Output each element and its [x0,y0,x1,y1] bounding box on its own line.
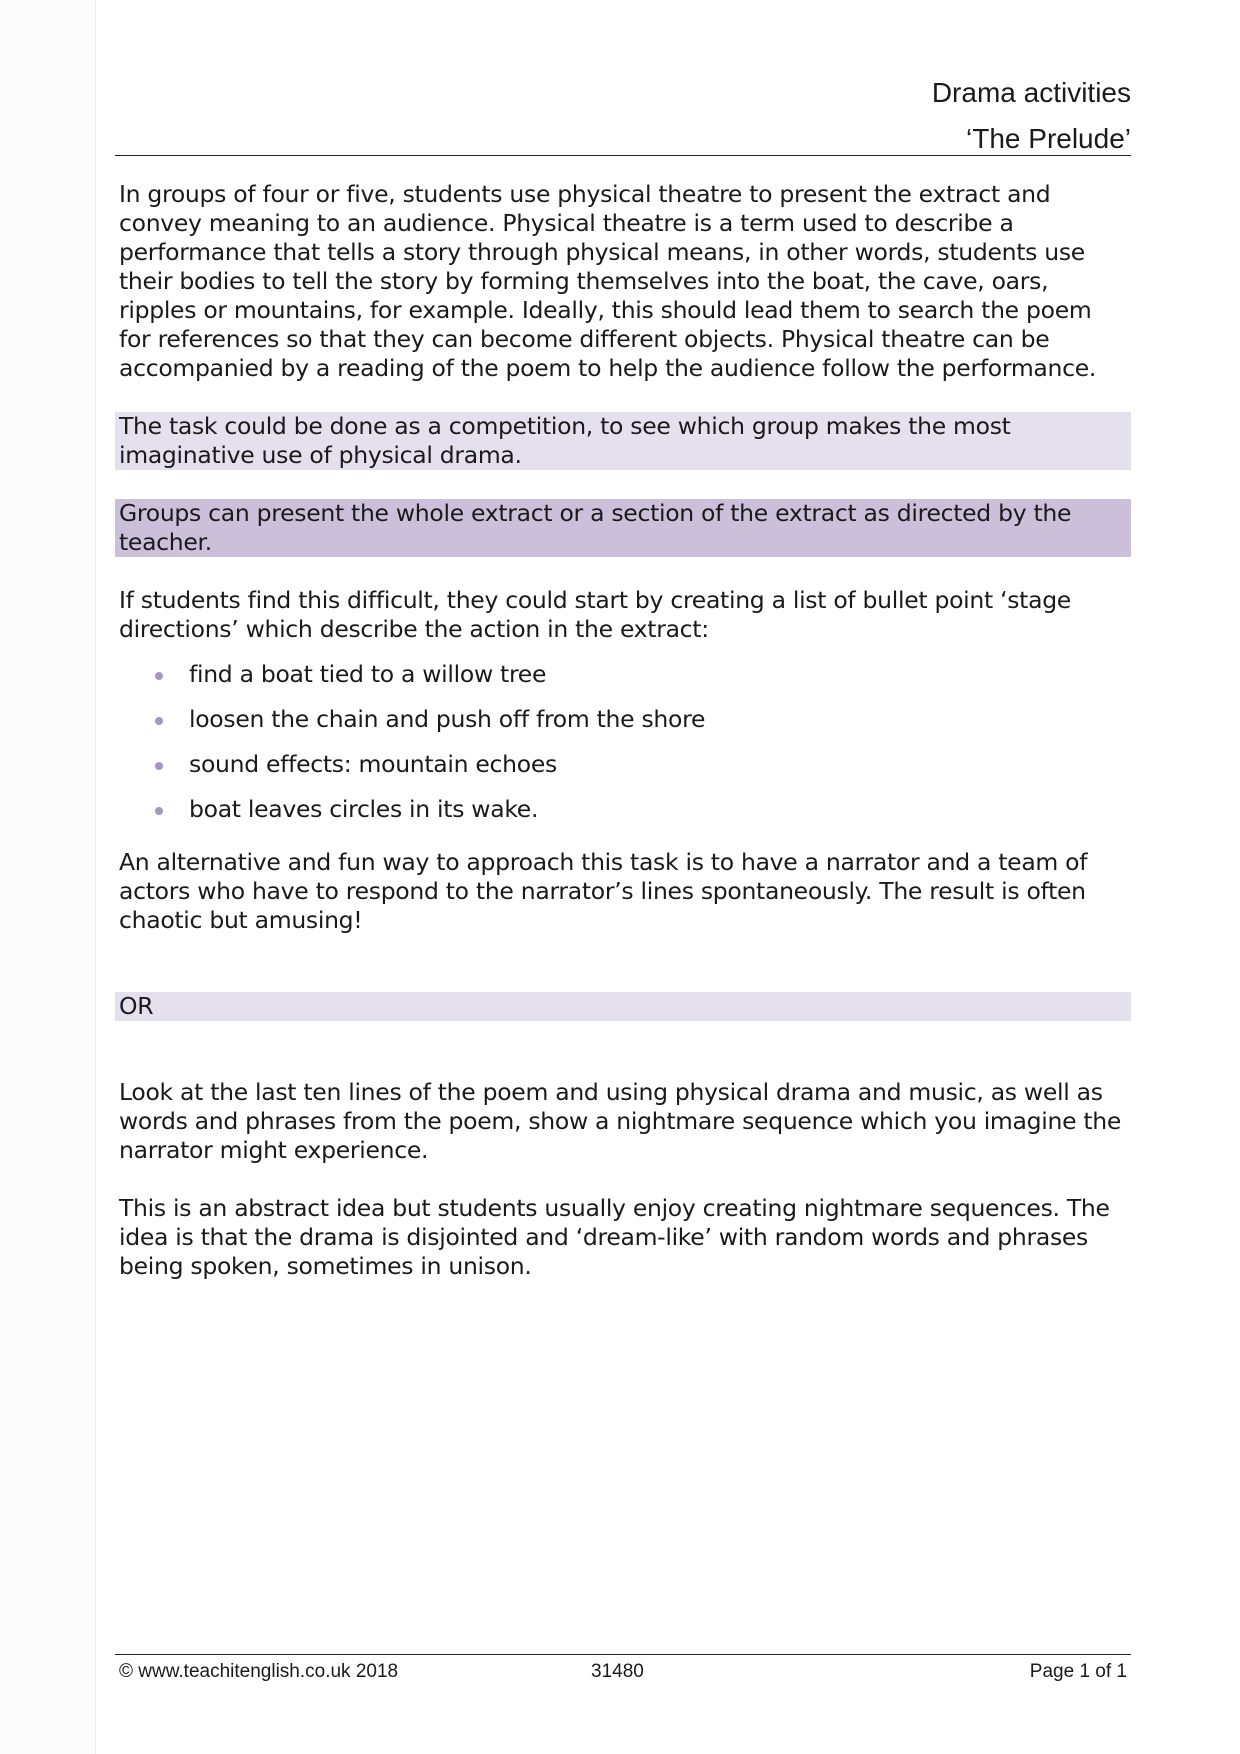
document-page [115,0,1131,1754]
list-item-text: sound effects: mountain echoes [189,750,557,778]
resource-code: 31480 [591,1661,644,1682]
list-item [115,705,1131,734]
list-item [115,750,1131,779]
bullet-icon [155,762,163,770]
last-lines-paragraph: Look at the last ten lines of the poem and using physical drama and music, as well as words and phrases from the poem, show a nightmare sequence which you imagine the narrator might experience. [119,1078,1122,1164]
list-item-text: loosen the chain and push off from the shore [189,705,706,733]
list-item-text: find a boat tied to a willow tree [189,660,547,688]
copyright-text: © www.teachitenglish.co.uk 2018 [119,1661,399,1682]
alternative-paragraph: An alternative and fun way to approach this task is to have a narrator and a team of actors who have to respond to the narrator’s lines spontaneously. The result is often chaotic but amusing! [119,848,1088,934]
difficulty-paragraph: If students find this difficult, they could start by creating a list of bullet point ‘stage directions’ which describe the action in the extract: [119,586,1071,643]
document-subtitle: ‘The Prelude’ [966,123,1131,154]
list-item-text: boat leaves circles in its wake. [189,795,539,823]
intro-paragraph: In groups of four or five, students use physical theatre to present the extract and convey meaning to an audience. Physical theatre is a term used to describe a performance that tells a story through physical means, in other words, students use their bodies to tell the story by forming themselves into the boat, the cave, oars, ripples or mountains, for example. Ideally, this should lead them to search the poem for references so that they can become different objects. Physical theatre can be accompanied by a reading of the poem to help the audience follow the performance. [119,180,1097,382]
competition-note: The task could be done as a competition, to see which group makes the most imaginative use of physical drama. [115,412,1131,470]
section-note: Groups can present the whole extract or a section of the extract as directed by the teacher. [115,499,1131,557]
header-divider [115,155,1131,156]
bullet-icon [155,672,163,680]
or-divider: OR [115,992,1131,1021]
page-header [115,70,1131,162]
document-title: Drama activities [931,77,1131,108]
list-item [115,660,1131,689]
page-margin-strip [0,0,96,1754]
list-item [115,795,1131,824]
bullet-icon [155,717,163,725]
page-content [115,180,1131,1310]
footer-divider [115,1654,1131,1655]
abstract-paragraph: This is an abstract idea but students usually enjoy creating nightmare sequences. The idea is that the drama is disjointed and ‘dream-like’ with random words and phrases being spoken, sometimes in unison. [119,1194,1110,1280]
bullet-icon [155,807,163,815]
page-number: Page 1 of 1 [1029,1661,1127,1682]
stage-directions-list [115,660,1131,824]
